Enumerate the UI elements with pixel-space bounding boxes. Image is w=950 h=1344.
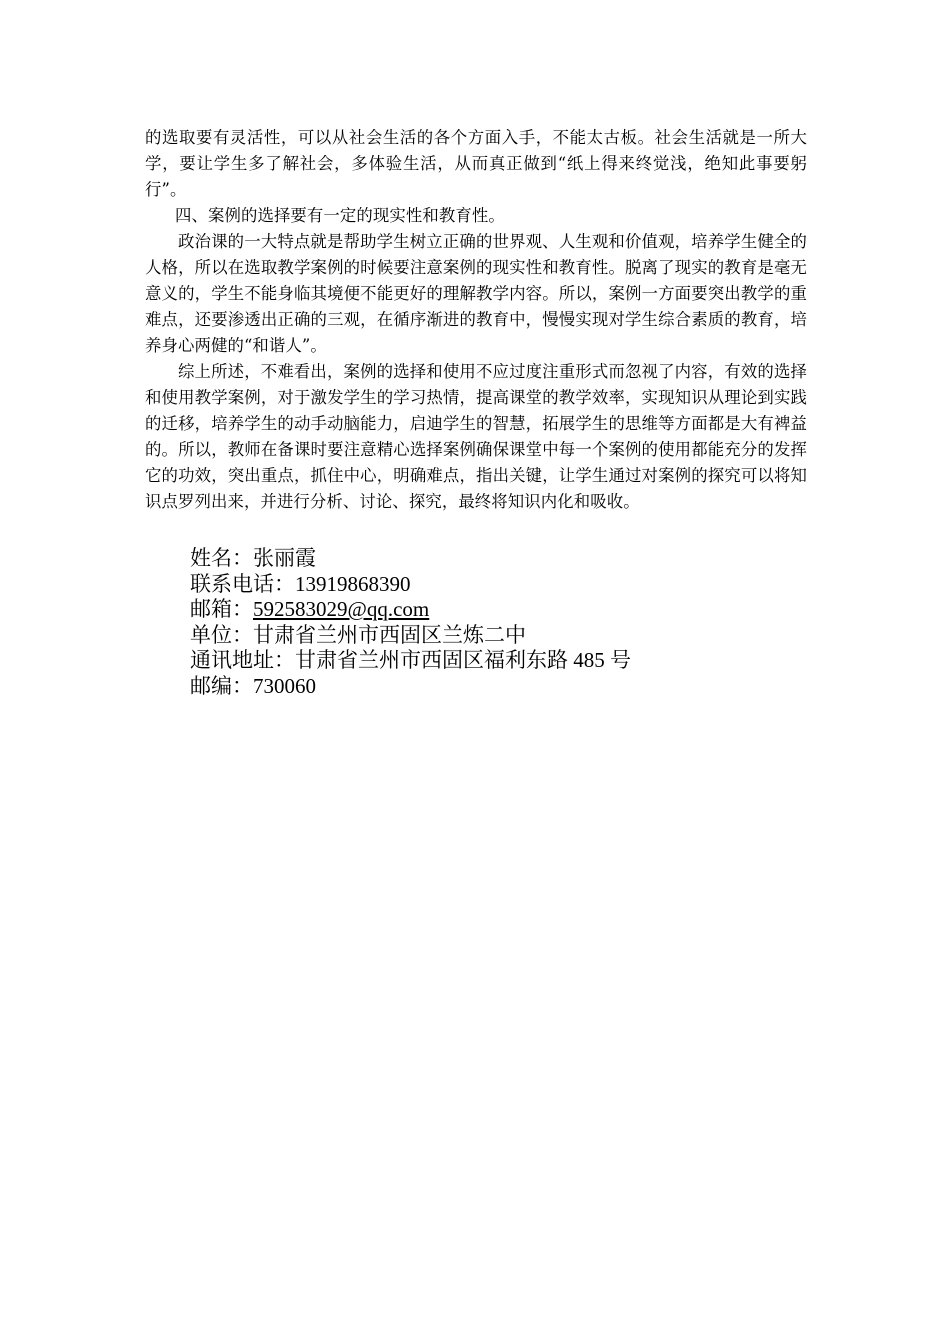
email-link[interactable]: 592583029@qq.com bbox=[253, 597, 430, 622]
address-value: 甘肃省兰州市西固区福利东路 485 号 bbox=[295, 648, 631, 673]
contact-address-line bbox=[190, 648, 631, 674]
contact-info bbox=[190, 546, 631, 700]
contact-phone-line bbox=[190, 572, 631, 598]
contact-email-line bbox=[190, 597, 631, 623]
postcode-label: 邮编： bbox=[190, 673, 253, 698]
paragraph-conclusion: 综上所述，不难看出，案例的选择和使用不应过度注重形式而忽视了内容，有效的选择和使用教学案例，对于激发学生的学习热情，提高课堂的教学效率，实现知识从理论到实践的迁移，培养学生的动手动脑能力，启迪学生的智慧，拓展学生的思维等方面都是大有裨益的。所以，教师在备课时要注意精心选择案例确保课堂中每一个案例的使用都能充分的发挥它的功效，突出重点，抓住中心，明确难点，指出关键，让学生通过对案例的探究可以将知识点罗列出来，并进行分析、讨论、探究，最终将知识内化和吸收。 bbox=[145, 362, 807, 511]
unit-label: 单位： bbox=[190, 622, 253, 647]
address-label: 通讯地址： bbox=[190, 648, 295, 673]
section-heading-4: 四、案例的选择要有一定的现实性和教育性。 bbox=[175, 206, 505, 225]
paragraph-section-4: 政治课的一大特点就是帮助学生树立正确的世界观、人生观和价值观，培养学生健全的人格，所以在选取教学案例的时候要注意案例的现实性和教育性。脱离了现实的教育是毫无意义的，学生不能身临其境便不能更好的理解教学内容。所以，案例一方面要突出教学的重难点，还要渗透出正确的三观，在循序渐进的教育中，慢慢实现对学生综合素质的教育，培养身心两健的“和谐人”。 bbox=[145, 232, 807, 355]
name-label: 姓名： bbox=[190, 546, 253, 570]
unit-value: 甘肃省兰州市西固区兰炼二中 bbox=[253, 622, 526, 647]
phone-value: 13919868390 bbox=[295, 571, 411, 596]
document-body bbox=[145, 125, 807, 515]
contact-unit-line bbox=[190, 623, 631, 649]
name-value: 张丽霞 bbox=[253, 546, 316, 570]
contact-name-line bbox=[190, 546, 631, 572]
phone-label: 联系电话： bbox=[190, 571, 295, 596]
paragraph-intro: 的选取要有灵活性，可以从社会生活的各个方面入手，不能太古板。社会生活就是一所大学，要让学生多了解社会，多体验生活，从而真正做到“纸上得来终觉浅，绝知此事要躬行”。 bbox=[145, 128, 807, 199]
email-label: 邮箱： bbox=[190, 597, 253, 622]
contact-postcode-line bbox=[190, 674, 631, 700]
postcode-value: 730060 bbox=[253, 673, 316, 698]
